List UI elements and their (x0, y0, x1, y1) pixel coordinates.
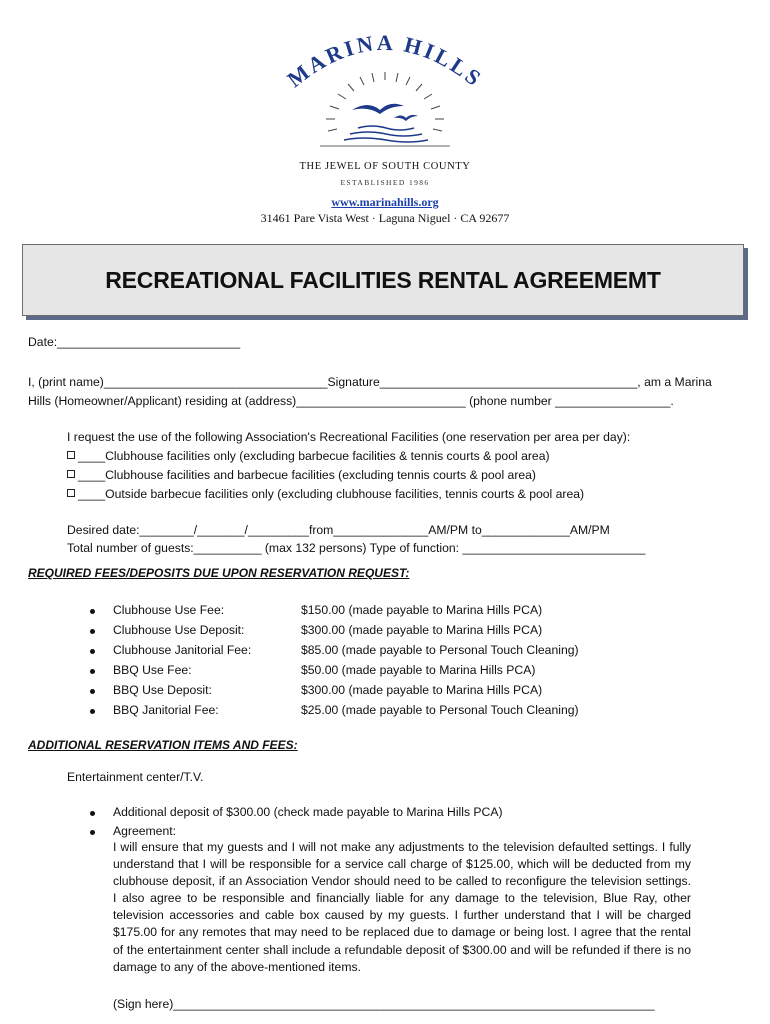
fee-label: Clubhouse Use Deposit: (113, 623, 245, 637)
svg-text:MARINA HILLS (282, 30, 487, 92)
signature-field[interactable]: ______________________________________ (379, 375, 638, 389)
association-address: 31461 Pare Vista West · Laguna Niguel · CA 92677 (260, 211, 510, 225)
to-time-field[interactable]: _____________ (481, 523, 570, 537)
bullet-icon (90, 669, 95, 674)
checkbox-icon[interactable] (67, 470, 75, 478)
request-text: I request the use of the following Association's Recreational Facilities (one reservation per area per day): (67, 430, 631, 444)
bullet-icon (90, 609, 95, 614)
checkbox-icon[interactable] (67, 451, 75, 459)
sign-field[interactable]: _______________________________________________________________________ (173, 997, 655, 1011)
guests-line (67, 541, 645, 555)
waves-icon (344, 126, 428, 142)
sign-label: (Sign here) (113, 997, 174, 1011)
option-bbq-only[interactable]: ____Outside barbecue facilities only (excluding clubhouse facilities, tennis courts & pool area) (67, 487, 584, 501)
bullet-icon (90, 649, 95, 654)
phone-label: (phone number (469, 394, 552, 408)
print-name-label: I, (print name) (28, 375, 104, 389)
option-clubhouse-bbq[interactable]: ____Clubhouse facilities and barbecue facilities (excluding tennis courts & pool area) (67, 468, 536, 482)
from-time-field[interactable]: ______________ (333, 523, 429, 537)
am-pm-to-label: AM/PM to (428, 523, 482, 537)
fee-label: BBQ Use Deposit: (113, 683, 212, 697)
sun-rays-icon (326, 72, 444, 131)
sign-line (113, 997, 655, 1011)
bullet-icon (90, 689, 95, 694)
option-label: Outside barbecue facilities only (excluding clubhouse facilities, tennis courts & pool area) (105, 487, 585, 501)
signature-label: Signature (327, 375, 380, 389)
option-label: Clubhouse facilities and barbecue facilities (excluding tennis courts & pool area) (105, 468, 536, 482)
from-label: from (308, 523, 334, 537)
am-pm-label: AM/PM (569, 523, 610, 537)
phone-field[interactable]: _________________ (555, 394, 671, 408)
logo-title: MARINA HILLS (282, 29, 488, 93)
logo-established: ESTABLISHED 1986 (340, 178, 430, 187)
option-label: Clubhouse facilities only (excluding barbecue facilities & tennis courts & pool area) (105, 449, 550, 463)
desired-date-line (67, 523, 610, 537)
date-label: Date: (28, 335, 58, 349)
seagull-icon (352, 104, 404, 114)
address-label: Hills (Homeowner/Applicant) residing at (address) (28, 394, 297, 408)
bullet-icon (90, 629, 95, 634)
fee-label: Clubhouse Use Fee: (113, 603, 225, 617)
guests-note: (max 132 persons) Type of function: (264, 541, 460, 555)
fee-value: $25.00 (made payable to Personal Touch Cleaning) (301, 703, 579, 717)
document-title: RECREATIONAL FACILITIES RENTAL AGREEMEMT (105, 266, 661, 293)
deposit-text: Additional deposit of $300.00 (check made payable to Marina Hills PCA) (113, 805, 503, 819)
fee-value: $150.00 (made payable to Marina Hills PCA) (301, 603, 543, 617)
applicant-line (28, 375, 712, 389)
address-line: Hills (Homeowner/Applicant) residing at (address)_________________________ (phone number _________________. (28, 394, 674, 408)
fee-value: $300.00 (made payable to Marina Hills PCA) (301, 683, 543, 697)
print-name-field[interactable]: _________________________________ (103, 375, 328, 389)
fee-label: BBQ Janitorial Fee: (113, 703, 219, 717)
desired-date-label: Desired date: (67, 523, 140, 537)
fees-heading: REQUIRED FEES/DEPOSITS DUE UPON RESERVATION REQUEST: (28, 566, 410, 580)
bullet-icon (90, 811, 95, 816)
option-clubhouse-only[interactable]: ____Clubhouse facilities only (excluding barbecue facilities & tennis courts & pool area) (67, 449, 550, 463)
member-text: , am a Marina (637, 375, 712, 389)
fee-value: $50.00 (made payable to Marina Hills PCA) (301, 663, 536, 677)
function-type-field[interactable]: ___________________________ (462, 541, 646, 555)
checkbox-icon[interactable] (67, 489, 75, 497)
desired-date-field[interactable]: ________/_______/_________ (139, 523, 309, 537)
document-title-box (22, 244, 744, 316)
address-field[interactable]: _________________________ (296, 394, 466, 408)
date-field[interactable]: ___________________________ (57, 335, 241, 349)
bullet-icon (90, 709, 95, 714)
fee-value: $300.00 (made payable to Marina Hills PCA) (301, 623, 543, 637)
website-link[interactable]: www.marinahills.org (331, 195, 439, 209)
guests-field[interactable]: __________ (193, 541, 262, 555)
fee-label: BBQ Use Fee: (113, 663, 192, 677)
agreement-label: Agreement: (113, 824, 177, 838)
agreement-text: I will ensure that my guests and I will not make any adjustments to the television defaulted settings. I fully understand that I will be responsible for a service call charge of $125.00, which will be deducted from my clubhouse deposit, if an Association Vendor should need to be called to reconfigure the television settings. I also agree to be responsible and financially liable for any damage to the television, Blue Ray, other television accessories and cable box caused by my guests. I further understand that I will be charged $175.00 for any remotes that may need to be replaced due to damage or being lost. I agree that the rental of the entertainment center shall include a refundable deposit of $300.00 and will be refunded if there is no damage to any of the above-mentioned items. (113, 840, 691, 974)
bullet-icon (90, 830, 95, 835)
date-line (28, 335, 240, 349)
fee-value: $85.00 (made payable to Personal Touch Cleaning) (301, 643, 579, 657)
additional-heading: ADDITIONAL RESERVATION ITEMS AND FEES: (28, 738, 298, 752)
logo-tagline: THE JEWEL OF SOUTH COUNTY (299, 161, 471, 172)
fee-label: Clubhouse Janitorial Fee: (113, 643, 252, 657)
entertainment-label: Entertainment center/T.V. (67, 770, 204, 784)
guests-label: Total number of guests: (67, 541, 194, 555)
seagull-small-icon (394, 115, 418, 121)
